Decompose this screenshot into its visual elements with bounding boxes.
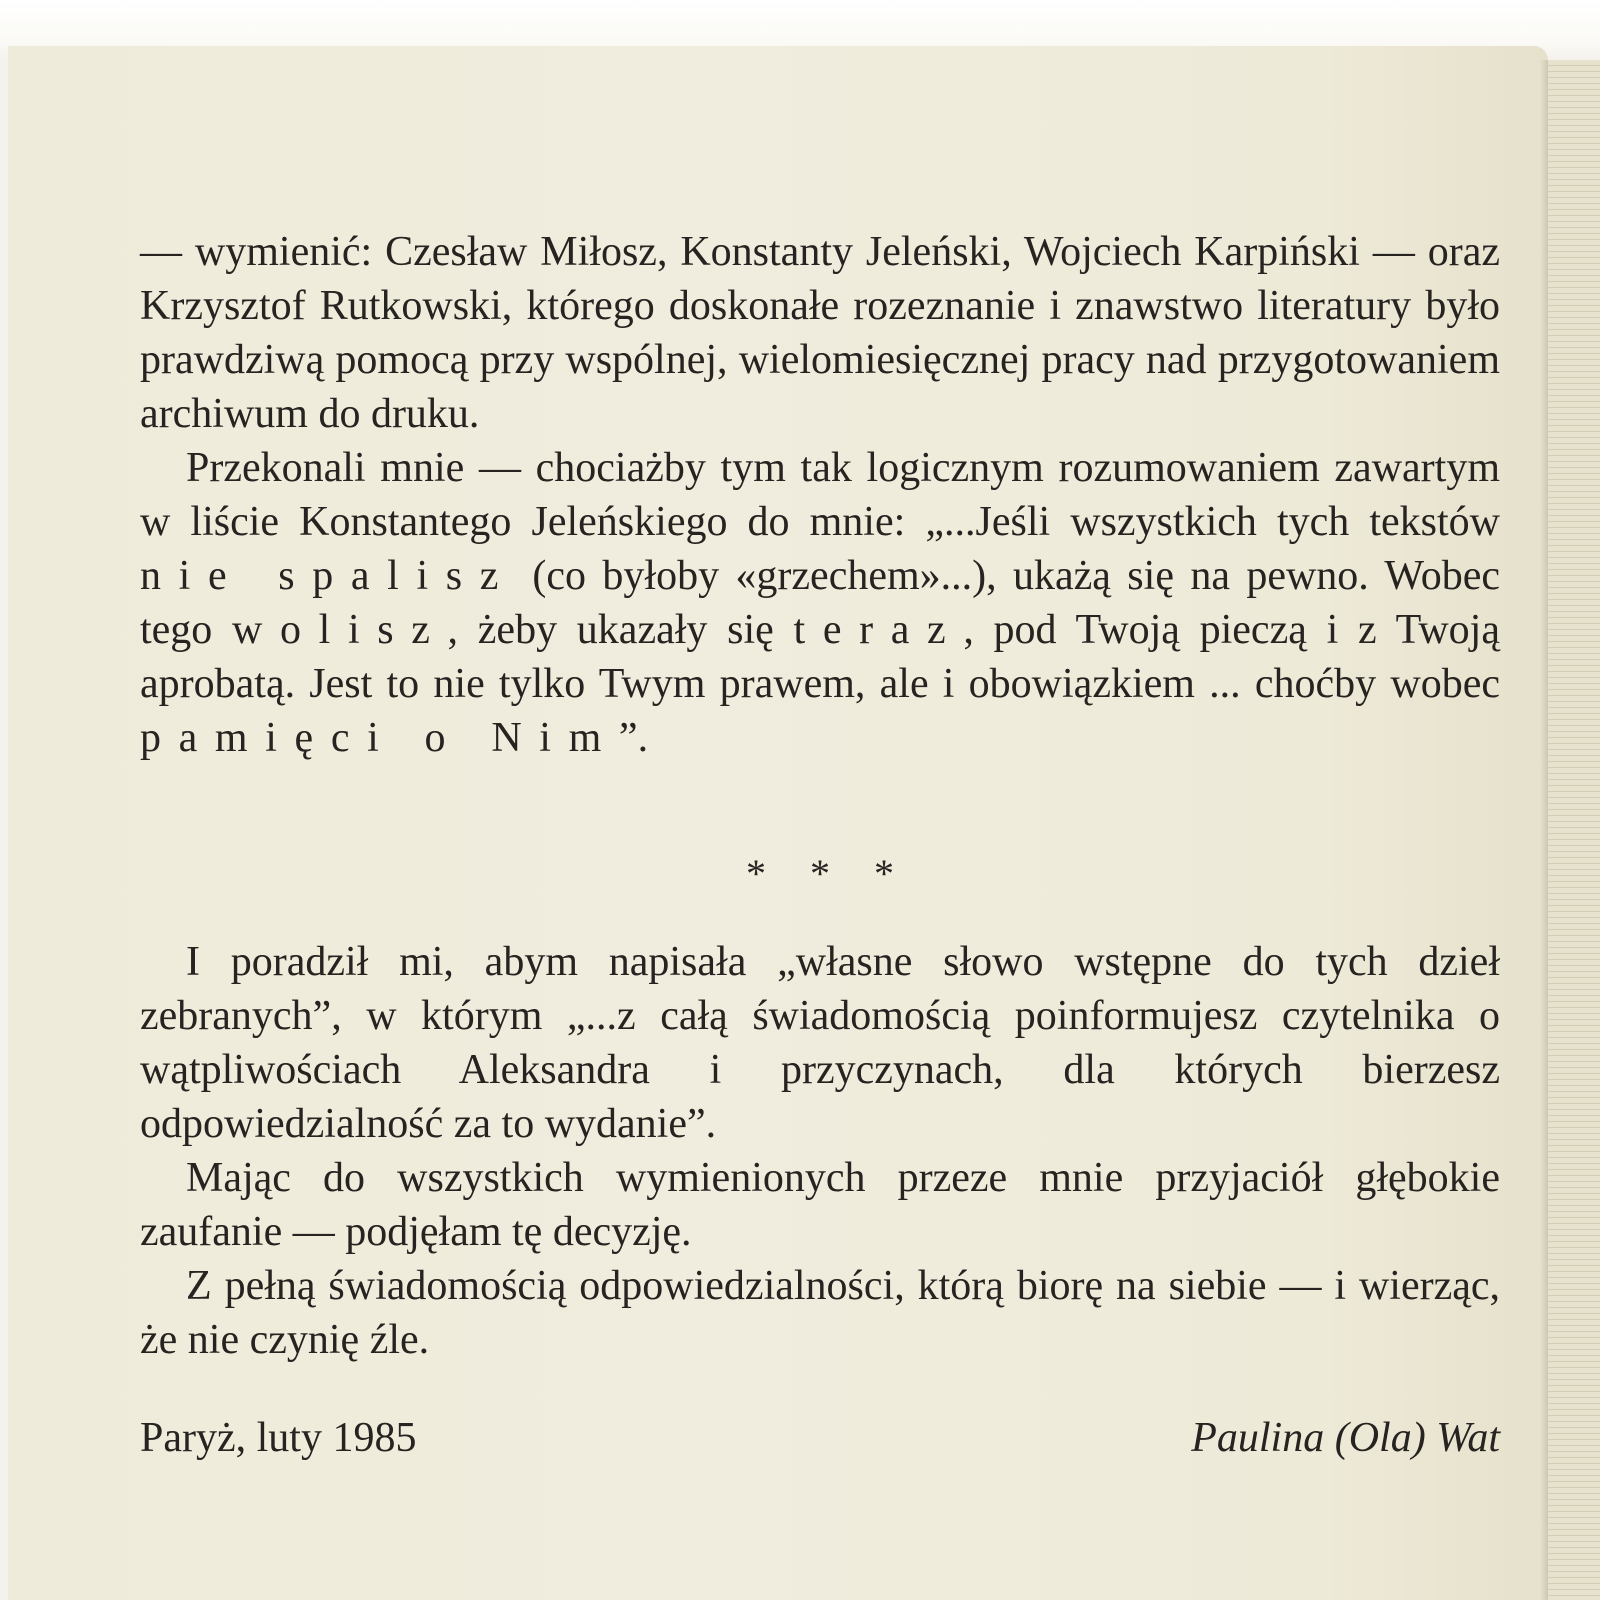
quote-text-part: , żeby ukazały się bbox=[447, 607, 794, 653]
spaced-emphasis: pamięci o Nim bbox=[140, 715, 619, 761]
quote-text-part: Przekonali mnie — chociażby tym tak logicznym rozumowaniem zawartym w liście Konstantego Jeleńskiego do mnie: „...Jeśli wszystkich tych tekstów bbox=[140, 445, 1500, 545]
paragraph-advice: I poradził mi, abym napisała „własne słowo wstępne do tych dzieł zebranych”, w którym „...z całą świadomością poinformujesz czytelnika o wątpliwościach Aleksandra i przyczynach, dla których bierzesz odpowiedzialność za to wydanie”. bbox=[140, 939, 1500, 1147]
spaced-emphasis: wolisz bbox=[232, 607, 448, 653]
spaced-emphasis: teraz bbox=[793, 607, 964, 653]
page-edges bbox=[1548, 60, 1600, 1600]
page-text bbox=[140, 225, 1500, 1465]
signature-line bbox=[140, 1411, 1500, 1465]
place-date: Paryż, luty 1985 bbox=[140, 1415, 417, 1461]
paragraph-decision: Mając do wszystkich wymienionych przeze mnie przyjaciół głębokie zaufanie — podjęłam tę decyzję. bbox=[140, 1155, 1500, 1255]
quote-text-part: (co byłoby «grzechem»...), ukażą się na pewno. Wobec tego bbox=[140, 553, 1500, 653]
paragraph-closing: Z pełną świadomością odpowiedzialności, którą biorę na siebie — i wierząc, że nie czynię źle. bbox=[140, 1263, 1500, 1363]
paragraph-continuation: — wymienić: Czesław Miłosz, Konstanty Jeleński, Wojciech Karpiński — oraz Krzysztof Rutkowski, którego doskonałe rozeznanie i znawstwo literatury było prawdziwą pomocą przy wspólnej, wielomiesięcznej pracy nad przygotowaniem archiwum do druku. bbox=[140, 229, 1500, 437]
spaced-emphasis: nie spalisz bbox=[140, 553, 517, 599]
quote-text-part: ”. bbox=[618, 715, 649, 761]
quote-text-part: , pod Twoją pieczą i z Twoją aprobatą. Jest to nie tylko Twym prawem, ale i obowiązkiem ... choćby wobec bbox=[140, 607, 1500, 707]
paragraph-quote bbox=[140, 441, 1500, 765]
section-separator: * * * bbox=[746, 851, 894, 896]
author-signature: Paulina (Ola) Wat bbox=[1191, 1415, 1500, 1461]
